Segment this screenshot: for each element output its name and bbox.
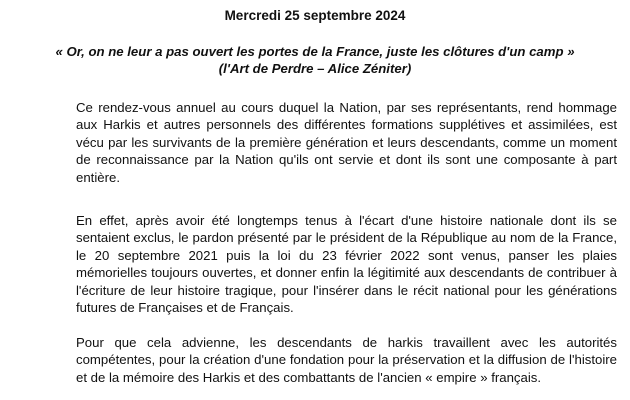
epigraph	[0, 43, 630, 77]
epigraph-quote: « Or, on ne leur a pas ouvert les portes de la France, juste les clôtures d'un camp »	[55, 44, 575, 59]
body-paragraph-2: En effet, après avoir été longtemps tenus à l'écart d'une histoire nationale dont ils se sentaient exclus, le pardon présenté par le président de la République au nom de la France, le 20 septembre 2021 puis la loi du 23 février 2022 sont venus, panser les plaies mémorielles toujours ouvertes, et donner enfin la légitimité aux descendants de contribuer à l'écriture de leur histoire tragique, pour l'insérer dans le récit national pour les générations futures de Françaises et de Français.	[76, 213, 617, 316]
document-date: Mercredi 25 septembre 2024	[224, 8, 406, 23]
body-paragraph-1: Ce rendez-vous annuel au cours duquel la Nation, par ses représentants, rend hommage aux Harkis et autres personnels des différentes formations supplétives et assimilées, est vécu par les survivants de la première génération et leurs descendants, comme un moment de reconnaissance par la Nation qu'ils ont servie et dont ils sont une composante à part entière.	[76, 100, 617, 185]
epigraph-citation: (l'Art de Perdre – Alice Zéniter)	[218, 61, 412, 76]
body-paragraph-3: Pour que cela advienne, les descendants de harkis travaillent avec les autorités compétentes, pour la création d'une fondation pour la préservation et la diffusion de l'histoire et de la mémoire des Harkis et des combattants de l'ancien « empire » français.	[76, 335, 617, 385]
